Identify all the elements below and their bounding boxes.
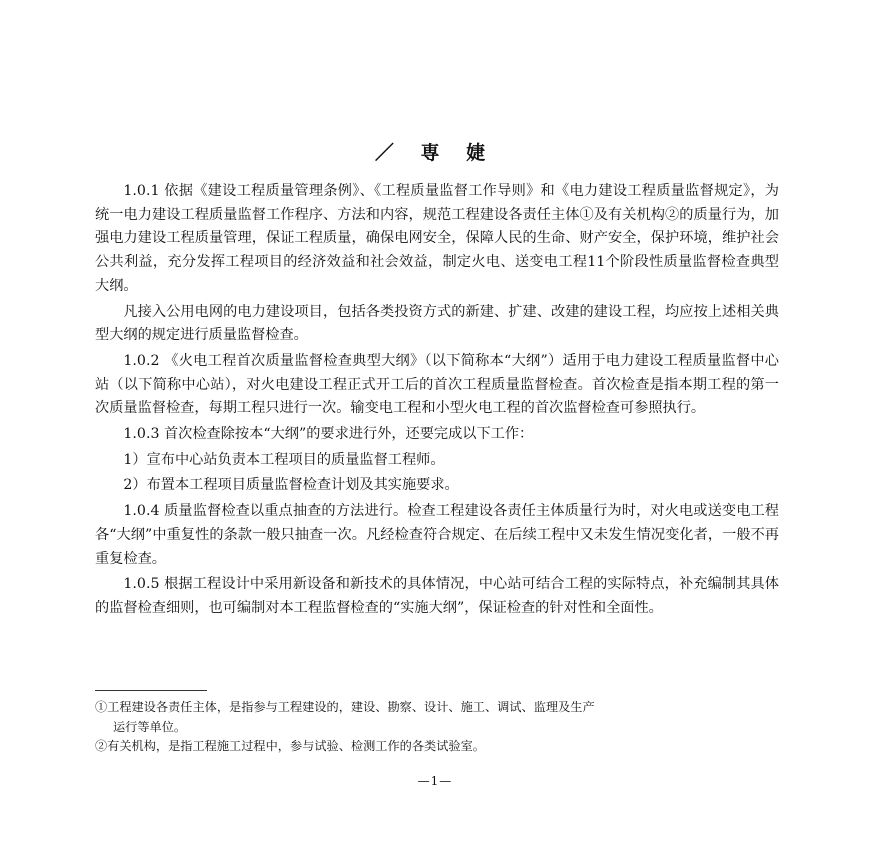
page-number: —1— [417, 774, 453, 788]
list-item-2: 2）布置本工程项目质量监督检查计划及其实施要求。 [123, 477, 459, 494]
paragraph-1-0-5: 1.0.5 根据工程设计中采用新设备和新技术的具体情况，中心站可结合工程的实际特点，补充编制其具体的监督检查细则，也可编制对本工程监督检查的“实施大纲”，保证检查的针对性和全面性。 [95, 576, 779, 616]
paragraph-1-0-4: 1.0.4 质量监督检查以重点抽查的方法进行。检查工程建设各责任主体质量行为时，对火电或送变电工程各“大纲”中重复性的条款一般只抽查一次。凡经检查符合规定、在后续工程中又未发生情况变化者，一般不再重复检查。 [95, 503, 779, 567]
footnotes [95, 698, 755, 757]
list-item-1: 1）宣布中心站负责本工程项目的质量监督工程师。 [123, 451, 445, 468]
footnote-divider [95, 690, 207, 691]
paragraph-1-0-1: 1.0.1 依据《建设工程质量管理条例》、《工程质量监督工作导则》和《电力建设工程质量监督规定》，为统一电力建设工程质量监督工作程序、方法和内容，规范工程建设各责任主体①及有关机构②的质量行为，加强电力建设工程质量管理，保证工程质量，确保电网安全，保障人民的生命、财产安全，保护环境，维护社会公共利益，充分发挥工程项目的经济效益和社会效益，制定火电、送变电工程11个阶段性质量监督检查典型大纲。 [95, 183, 779, 294]
footnote-1-continued: 运行等单位。 [113, 719, 187, 734]
footnote-2: ②有关机构，是指工程施工过程中，参与试验、检测工作的各类试验室。 [95, 739, 485, 753]
footnote-1: ①工程建设各责任主体，是指参与工程建设的，建设、勘察、设计、施工、调试、监理及生产 [95, 700, 595, 714]
document-body [95, 180, 779, 621]
section-title: ／ 専 婕 [374, 142, 496, 164]
paragraph-1-0-3: 1.0.3 首次检查除按本“大纲”的要求进行外，还要完成以下工作： [123, 426, 534, 443]
paragraph-1-0-2: 1.0.2 《火电工程首次质量监督检查典型大纲》（以下简称本“大纲”）适用于电力建设工程质量监督中心站（以下简称中心站），对火电建设工程正式开工后的首次工程质量监督检查。首次检查是指本期工程的第一次质量监督检查，每期工程只进行一次。输变电工程和小型火电工程的首次监督检查可参照执行。 [95, 352, 779, 417]
paragraph-scope: 凡接入公用电网的电力建设项目，包括各类投资方式的新建、扩建、改建的建设工程，均应按上述相关典型大纲的规定进行质量监督检查。 [95, 303, 779, 344]
